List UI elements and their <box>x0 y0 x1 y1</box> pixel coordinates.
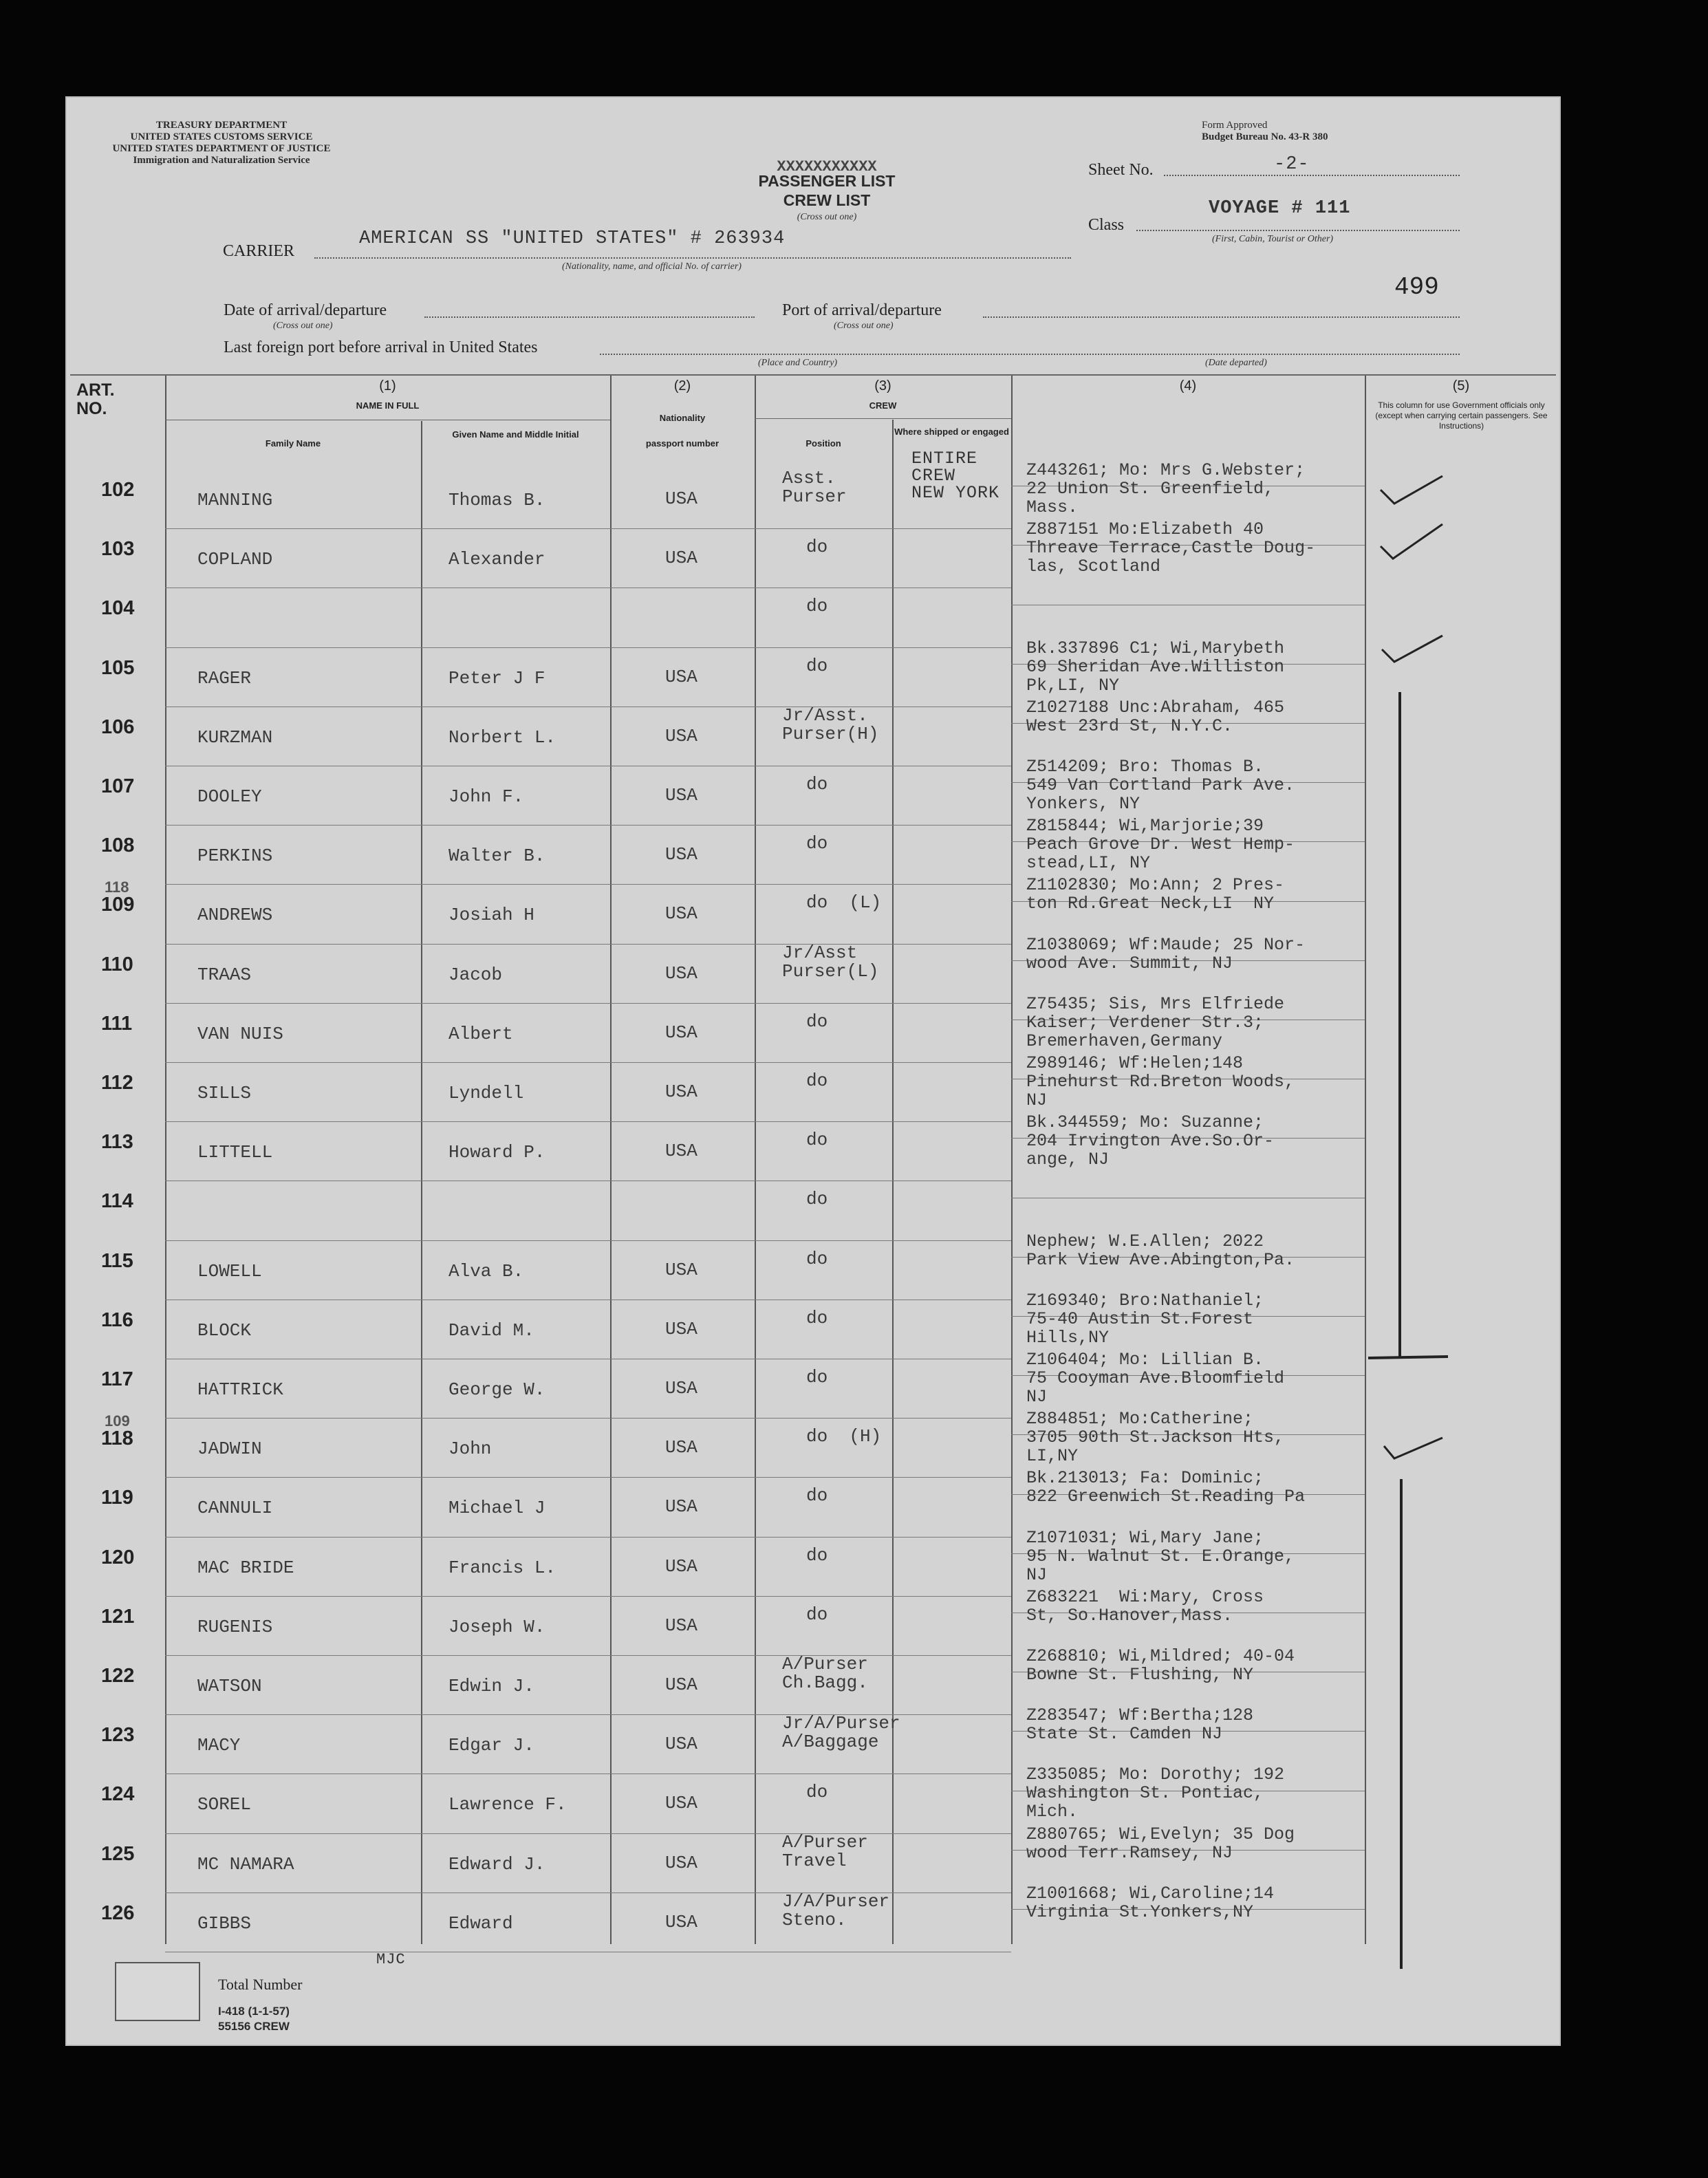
nationality: USA <box>665 1437 698 1458</box>
given-name: Norbert L. <box>448 727 556 748</box>
family-name: MANNING <box>197 490 273 510</box>
agency-line: TREASURY DEPARTMENT <box>155 120 288 131</box>
position: do <box>806 596 828 616</box>
col1-number: (1) <box>379 378 396 393</box>
art-number: 121 <box>101 1606 135 1628</box>
row-divider <box>165 1477 1011 1478</box>
position: Asst. Purser <box>782 468 847 507</box>
where-shipped-value: ENTIRE CREW NEW YORK <box>911 449 1000 503</box>
art-number: 116 <box>101 1309 133 1331</box>
next-of-kin: Nephew; W.E.Allen; 2022 Park View Ave.Abington,Pa. <box>1026 1231 1295 1270</box>
art-number: 110 <box>101 953 133 975</box>
row-divider <box>165 587 1011 588</box>
position: do (H) <box>806 1426 882 1447</box>
given-name: George W. <box>448 1379 545 1400</box>
class-value: VOYAGE # 111 <box>1209 198 1351 219</box>
art-number: 104 <box>101 597 135 619</box>
given-name: Jacob <box>448 964 503 985</box>
position: do (L) <box>806 892 882 913</box>
position: do <box>806 537 828 557</box>
col4-number: (4) <box>1179 378 1197 393</box>
next-of-kin: Z1038069; Wf:Maude; 25 Nor- wood Ave. Summit, NJ <box>1026 935 1306 973</box>
next-of-kin: Z880765; Wi,Evelyn; 35 Dog wood Terr.Ramsey, NJ <box>1026 1824 1295 1863</box>
row-divider <box>165 1418 1011 1419</box>
art-number: 117 <box>101 1368 133 1390</box>
next-of-kin: Z169340; Bro:Nathaniel; 75-40 Austin St.Forest Hills,NY <box>1026 1291 1264 1348</box>
position: do <box>806 1070 828 1091</box>
art-no-header: ART. NO. <box>76 380 115 418</box>
crew-list-sheet <box>65 96 1561 2046</box>
next-of-kin: Z683221 Wi:Mary, Cross St, So.Hanover,Mass. <box>1026 1587 1264 1626</box>
next-of-kin: Z887151 Mo:Elizabeth 40 Threave Terrace,Castle Doug- las, Scotland <box>1026 519 1316 576</box>
port-label: Port of arrival/departure <box>782 301 942 319</box>
class-label: Class <box>1088 216 1125 234</box>
position: do <box>806 1130 828 1150</box>
cross-out-caption: (Cross out one) <box>797 212 857 222</box>
position: A/Purser Ch.Bagg. <box>782 1654 868 1693</box>
family-name: LITTELL <box>197 1142 273 1163</box>
row-divider <box>165 1180 1011 1181</box>
row-divider <box>165 884 1011 885</box>
next-of-kin: Z1102830; Mo:Ann; 2 Pres- ton Rd.Great Neck,LI NY <box>1026 875 1285 914</box>
nationality: USA <box>665 1556 698 1577</box>
family-name: ANDREWS <box>197 905 273 925</box>
nationality: USA <box>665 1912 698 1932</box>
nationality: USA <box>665 1319 698 1339</box>
position: do <box>806 833 828 854</box>
position: Jr/Asst Purser(L) <box>782 942 879 982</box>
family-name: SOREL <box>197 1794 252 1815</box>
given-name: Alexander <box>448 549 545 570</box>
next-of-kin: Bk.344559; Mo: Suzanne; 204 Irvington Ave.So.Or- ange, NJ <box>1026 1112 1275 1169</box>
nationality: USA <box>665 844 698 865</box>
family-name: COPLAND <box>197 549 273 570</box>
position: do <box>806 1189 828 1209</box>
nationality: USA <box>665 488 698 509</box>
given-name: Michael J <box>448 1498 545 1518</box>
given-name: Thomas B. <box>448 490 545 510</box>
nationality: USA <box>665 1674 698 1695</box>
given-name: Edward <box>448 1913 513 1934</box>
given-name: Howard P. <box>448 1142 545 1163</box>
given-name: Lyndell <box>448 1083 524 1103</box>
art-number: 123 <box>101 1724 135 1746</box>
row-divider <box>165 1833 1011 1834</box>
stamp-number: 499 <box>1394 273 1439 301</box>
where-shipped-header: Where shipped or engaged <box>894 427 1009 437</box>
nationality: USA <box>665 1793 698 1813</box>
next-of-kin: Z1071031; Wi,Mary Jane; 95 N. Walnut St. E.Orange, NJ <box>1026 1528 1295 1585</box>
agency-block <box>108 120 335 166</box>
art-number: 106 <box>101 716 135 738</box>
art-number: 112 <box>101 1072 133 1094</box>
next-of-kin: Z268810; Wi,Mildred; 40-04 Bowne St. Flushing, NY <box>1026 1646 1295 1685</box>
given-name: Peter J F <box>448 668 545 689</box>
art-number: 124 <box>101 1783 135 1805</box>
art-number: 105 <box>101 657 135 679</box>
given-name: Edward J. <box>448 1854 545 1875</box>
nationality: USA <box>665 1853 698 1873</box>
official-check-marks <box>1367 455 1559 1969</box>
nationality: USA <box>665 667 698 687</box>
family-name: VAN NUIS <box>197 1024 283 1044</box>
row-divider <box>165 1062 1011 1063</box>
row-divider <box>165 1121 1011 1122</box>
art-number: 125 <box>101 1843 135 1865</box>
next-of-kin: Z884851; Mo:Catherine; 3705 90th St.Jackson Hts, LI,NY <box>1026 1409 1285 1466</box>
family-name: PERKINS <box>197 845 273 866</box>
position: do <box>806 1249 828 1269</box>
date-label: Date of arrival/departure <box>224 301 387 319</box>
position-header: Position <box>806 438 841 449</box>
given-name: John F. <box>448 786 524 807</box>
nationality: USA <box>665 963 698 984</box>
art-number: 107 <box>101 775 135 797</box>
form-approved: Form Approved <box>1202 120 1268 131</box>
row-divider <box>165 1596 1011 1597</box>
crew-list-title: CREW LIST <box>783 191 871 209</box>
next-of-kin: Bk.337896 C1; Wi,Marybeth 69 Sheridan Ave.Williston Pk,LI, NY <box>1026 638 1285 696</box>
position: do <box>806 1782 828 1802</box>
agency-line: UNITED STATES DEPARTMENT OF JUSTICE <box>112 143 331 154</box>
position: J/A/Purser Steno. <box>782 1891 890 1930</box>
port-caption: (Cross out one) <box>834 321 894 331</box>
next-of-kin: Z75435; Sis, Mrs Elfriede Kaiser; Verdener Str.3; Bremerhaven,Germany <box>1026 994 1285 1051</box>
next-of-kin: Bk.213013; Fa: Dominic; 822 Greenwich St.Reading Pa <box>1026 1468 1306 1507</box>
next-of-kin: Z1027188 Unc:Abraham, 465 West 23rd St, N.Y.C. <box>1026 698 1285 736</box>
nationality: USA <box>665 548 698 568</box>
given-name: Albert <box>448 1024 513 1044</box>
family-name: WATSON <box>197 1676 262 1696</box>
given-name: Edgar J. <box>448 1735 534 1756</box>
family-name: CANNULI <box>197 1498 273 1518</box>
family-name: HATTRICK <box>197 1379 283 1400</box>
next-of-kin: Z283547; Wf:Bertha;128 State St. Camden NJ <box>1026 1705 1254 1744</box>
family-name: BLOCK <box>197 1320 252 1341</box>
art-number: 114 <box>101 1190 133 1212</box>
col3-number: (3) <box>874 378 891 393</box>
position: A/Purser Travel <box>782 1832 868 1871</box>
agency-line: UNITED STATES CUSTOMS SERVICE <box>130 131 313 142</box>
position: do <box>806 1367 828 1388</box>
next-of-kin: Z106404; Mo: Lillian B. 75 Cooyman Ave.Bloomfield NJ <box>1026 1350 1285 1407</box>
nationality: USA <box>665 1615 698 1636</box>
col1-title: NAME IN FULL <box>356 400 420 411</box>
art-number: 109 <box>101 894 135 916</box>
crew-header: CREW <box>869 400 897 411</box>
col5-note: This column for use Government officials only (except when carrying certain passengers. See Instructions) <box>1375 400 1548 431</box>
agency-line: Immigration and Naturalization Service <box>133 155 310 166</box>
family-name: DOOLEY <box>197 786 262 807</box>
nationality: USA <box>665 1022 698 1043</box>
family-name: RUGENIS <box>197 1617 273 1637</box>
position: Jr/A/Purser A/Baggage <box>782 1713 900 1752</box>
family-name: JADWIN <box>197 1438 262 1459</box>
given-name: Edwin J. <box>448 1676 534 1696</box>
nationality: USA <box>665 1081 698 1102</box>
position: do <box>806 1485 828 1506</box>
next-of-kin: Z335085; Mo: Dorothy; 192 Washington St. Pontiac, Mich. <box>1026 1765 1285 1822</box>
class-caption: (First, Cabin, Tourist or Other) <box>1212 234 1334 244</box>
art-number: 111 <box>101 1013 133 1035</box>
crew-code: 55156 CREW <box>218 2020 290 2033</box>
sheet-number: -2- <box>1274 154 1310 175</box>
art-number: 115 <box>101 1250 133 1272</box>
art-number: 102 <box>101 479 135 501</box>
given-name: Walter B. <box>448 845 545 866</box>
struck-passenger-mark: XXXXXXXXXXX <box>777 158 877 175</box>
next-of-kin: Z989146; Wf:Helen;148 Pinehurst Rd.Breton Woods, NJ <box>1026 1053 1295 1110</box>
position: do <box>806 774 828 795</box>
art-number: 126 <box>101 1902 135 1924</box>
art-number-alt: 109 <box>105 1412 130 1430</box>
art-number: 108 <box>101 834 135 856</box>
row-divider <box>165 1003 1011 1004</box>
next-of-kin: Z1001668; Wi,Caroline;14 Virginia St.Yonkers,NY <box>1026 1884 1275 1922</box>
row-divider <box>165 1537 1011 1538</box>
passport-header: passport number <box>645 438 720 449</box>
position: Jr/Asst. Purser(H) <box>782 705 879 744</box>
given-name: Joseph W. <box>448 1617 545 1637</box>
position: do <box>806 1308 828 1328</box>
family-name: LOWELL <box>197 1261 262 1282</box>
nationality: USA <box>665 1734 698 1754</box>
next-of-kin: Z815844; Wi,Marjorie;39 Peach Grove Dr. West Hemp- stead,LI, NY <box>1026 816 1295 873</box>
date-caption: (Cross out one) <box>273 321 333 331</box>
given-name: David M. <box>448 1320 534 1341</box>
family-name: GIBBS <box>197 1913 252 1934</box>
family-name: TRAAS <box>197 964 252 985</box>
row-divider <box>165 1240 1011 1241</box>
last-port-label: Last foreign port before arrival in United States <box>224 338 538 356</box>
position: do <box>806 1011 828 1032</box>
carrier-caption: (Nationality, name, and official No. of carrier) <box>562 261 742 272</box>
nationality: USA <box>665 726 698 746</box>
position: do <box>806 1545 828 1566</box>
given-name: Alva B. <box>448 1261 524 1282</box>
family-name: SILLS <box>197 1083 252 1103</box>
row-divider <box>165 647 1011 648</box>
place-caption: (Place and Country) <box>758 358 838 368</box>
family-name: RAGER <box>197 668 252 689</box>
nationality: USA <box>665 1260 698 1280</box>
given-name: Josiah H <box>448 905 534 925</box>
row-divider <box>165 825 1011 826</box>
nationality-header: Nationality <box>659 413 706 423</box>
position: do <box>806 656 828 676</box>
position: do <box>806 1604 828 1625</box>
row-divider <box>165 1655 1011 1656</box>
nationality: USA <box>665 785 698 806</box>
nationality: USA <box>665 1496 698 1517</box>
nationality: USA <box>665 903 698 924</box>
passenger-list-title: PASSENGER LIST <box>758 172 896 190</box>
budget-bureau: Budget Bureau No. 43-R 380 <box>1202 131 1328 142</box>
form-number: I-418 (1-1-57) <box>218 2005 290 2018</box>
given-name: Francis L. <box>448 1557 556 1578</box>
nationality: USA <box>665 1141 698 1161</box>
row-divider <box>165 1773 1011 1774</box>
art-number: 122 <box>101 1665 135 1687</box>
initials: MJC <box>376 1951 406 1968</box>
next-of-kin: Z514209; Bro: Thomas B. 549 Van Cortland Park Ave. Yonkers, NY <box>1026 757 1295 814</box>
row-divider <box>165 944 1011 945</box>
total-number-label: Total Number <box>218 1976 303 1993</box>
family-name: KURZMAN <box>197 727 273 748</box>
col5-number: (5) <box>1452 378 1470 393</box>
next-of-kin: Z443261; Mo: Mrs G.Webster; 22 Union St. Greenfield, Mass. <box>1026 460 1306 517</box>
given-name: Lawrence F. <box>448 1794 567 1815</box>
art-number: 120 <box>101 1546 135 1568</box>
given-name: John <box>448 1438 492 1459</box>
given-name-header: Given Name and Middle Initial <box>452 429 579 440</box>
date-departed-caption: (Date departed) <box>1205 358 1267 368</box>
family-name: MC NAMARA <box>197 1854 294 1875</box>
carrier-value: AMERICAN SS "UNITED STATES" # 263934 <box>359 228 786 249</box>
family-name: MACY <box>197 1735 241 1756</box>
art-number: 119 <box>101 1487 133 1509</box>
art-number-alt: 118 <box>105 878 129 896</box>
col2-number: (2) <box>673 378 691 393</box>
carrier-label: CARRIER <box>223 242 295 260</box>
total-number-box <box>115 1962 200 2021</box>
family-name-header: Family Name <box>265 438 321 449</box>
nationality: USA <box>665 1378 698 1399</box>
art-number: 113 <box>101 1131 133 1153</box>
art-number: 118 <box>101 1427 133 1449</box>
row-divider <box>165 528 1011 529</box>
sheet-label: Sheet No. <box>1088 161 1154 179</box>
family-name: MAC BRIDE <box>197 1557 294 1578</box>
art-number: 103 <box>101 538 135 560</box>
